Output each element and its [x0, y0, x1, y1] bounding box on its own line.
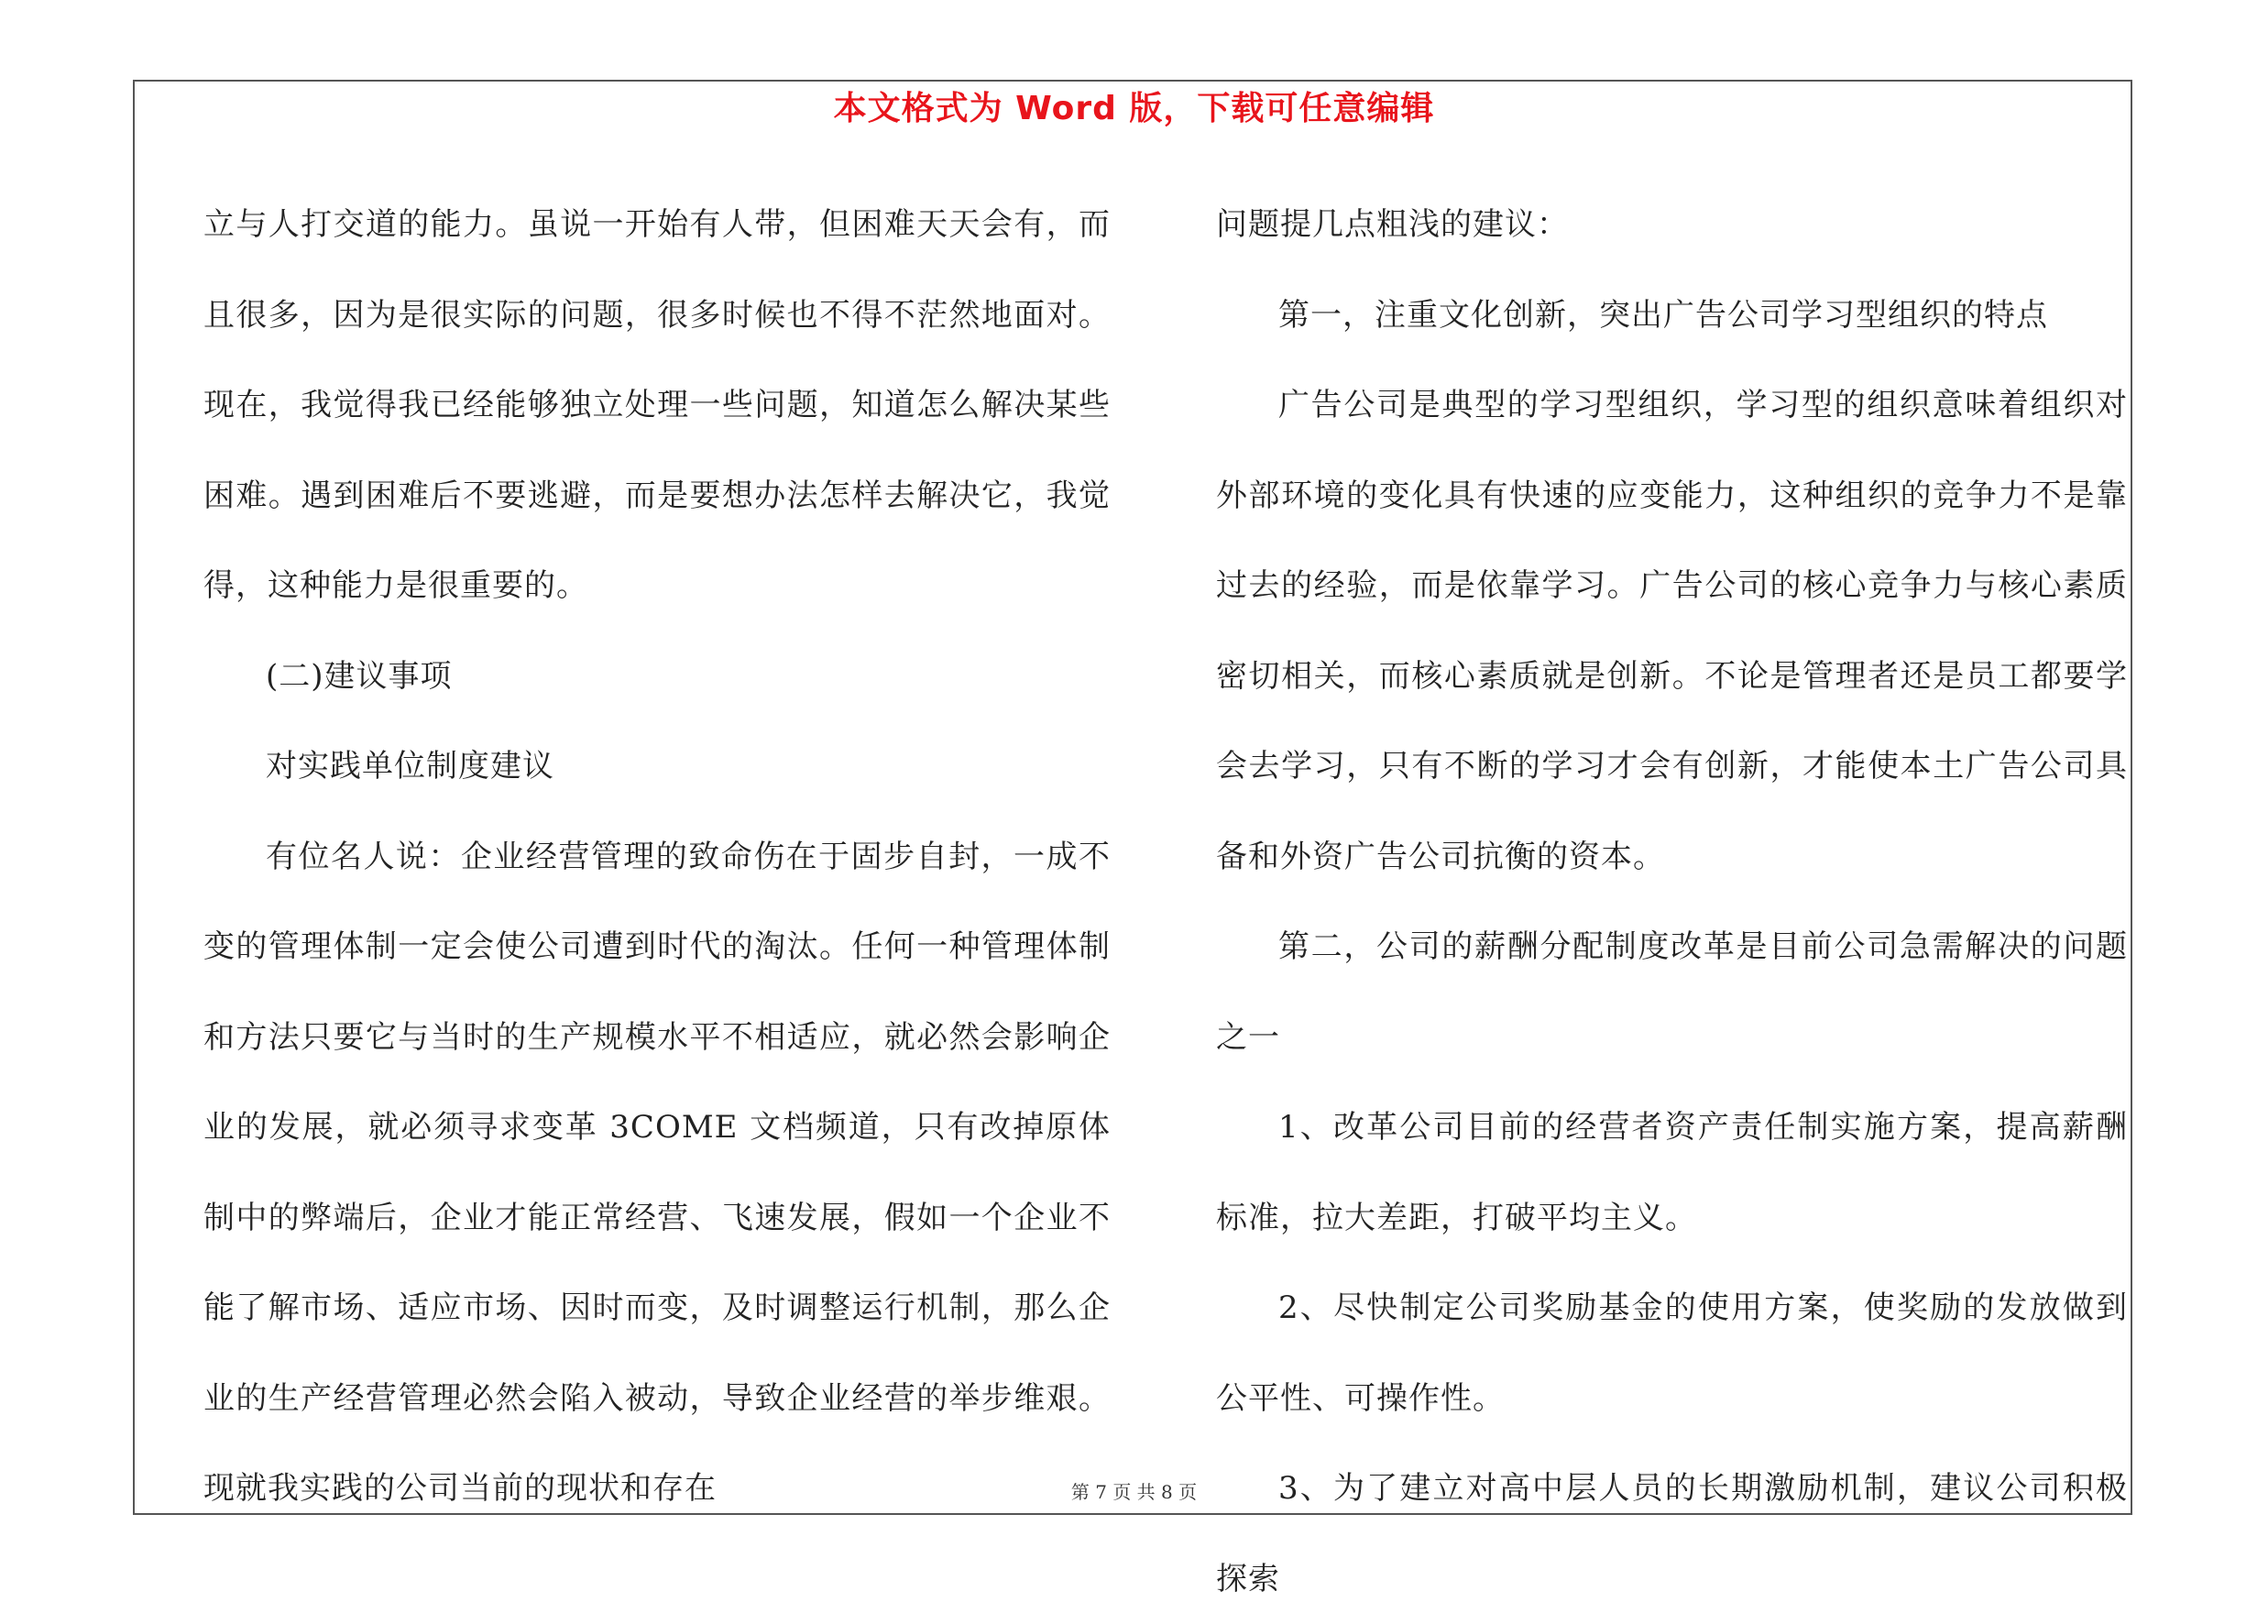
paragraph: (二)建议事项	[266, 657, 453, 695]
left-column	[203, 180, 1111, 1534]
paragraph: 广告公司是典型的学习型组织，学习型的组织意味着组织对外部环境的变化具有快速的应变能力，这种组织的竞争力不是靠过去的经验，而是依靠学习。广告公司的核心竞争力与核心素质密切相关，而核心素质就是创新。不论是管理者还是员工都要学会去学习，只有不断的学习才会有创新，才能使本土广告公司具备和外资广告公司抗衡的资本。	[1216, 387, 2128, 875]
paragraph: 问题提几点粗浅的建议：	[1216, 206, 1569, 243]
right-column	[1216, 180, 2128, 1624]
paragraph: 第一，注重文化创新，突出广告公司学习型组织的特点	[1278, 296, 2048, 334]
paragraph: 有位名人说：企业经营管理的致命伤在于固步自封，一成不变的管理体制一定会使公司遭到时代的淘汰。任何一种管理体制和方法只要它与当时的生产规模水平不相适应，就必然会影响企业的发展，就必须寻求变革 3COME 文档频道，只有改掉原体制中的弊端后，企业才能正常经营、飞速发展，假如一个企业不能了解市场、适应市场、因时而变，及时调整运行机制，那么企业的生产经营管理必然会陷入被动，导致企业经营的举步维艰。现就我实践的公司当前的现状和存在	[203, 838, 1111, 1507]
page-number-footer: 第 7 页 共 8 页	[1070, 1481, 1198, 1503]
paragraph: 第二，公司的薪酬分配制度改革是目前公司急需解决的问题之一	[1216, 928, 2128, 1056]
format-banner: 本文格式为 Word 版，下载可任意编辑	[833, 90, 1435, 127]
paragraph: 3、为了建立对高中层人员的长期激励机制，建议公司积极探索	[1216, 1470, 2128, 1597]
paragraph: 立与人打交道的能力。虽说一开始有人带，但困难天天会有，而且很多，因为是很实际的问题，很多时候也不得不茫然地面对。现在，我觉得我已经能够独立处理一些问题，知道怎么解决某些困难。遇到困难后不要逃避，而是要想办法怎样去解决它，我觉得，这种能力是很重要的。	[203, 206, 1111, 604]
paragraph: 1、改革公司目前的经营者资产责任制实施方案，提高薪酬标准，拉大差距，打破平均主义。	[1216, 1109, 2128, 1236]
paragraph: 对实践单位制度建议	[266, 748, 554, 785]
paragraph: 2、尽快制定公司奖励基金的使用方案，使奖励的发放做到公平性、可操作性。	[1216, 1289, 2128, 1417]
